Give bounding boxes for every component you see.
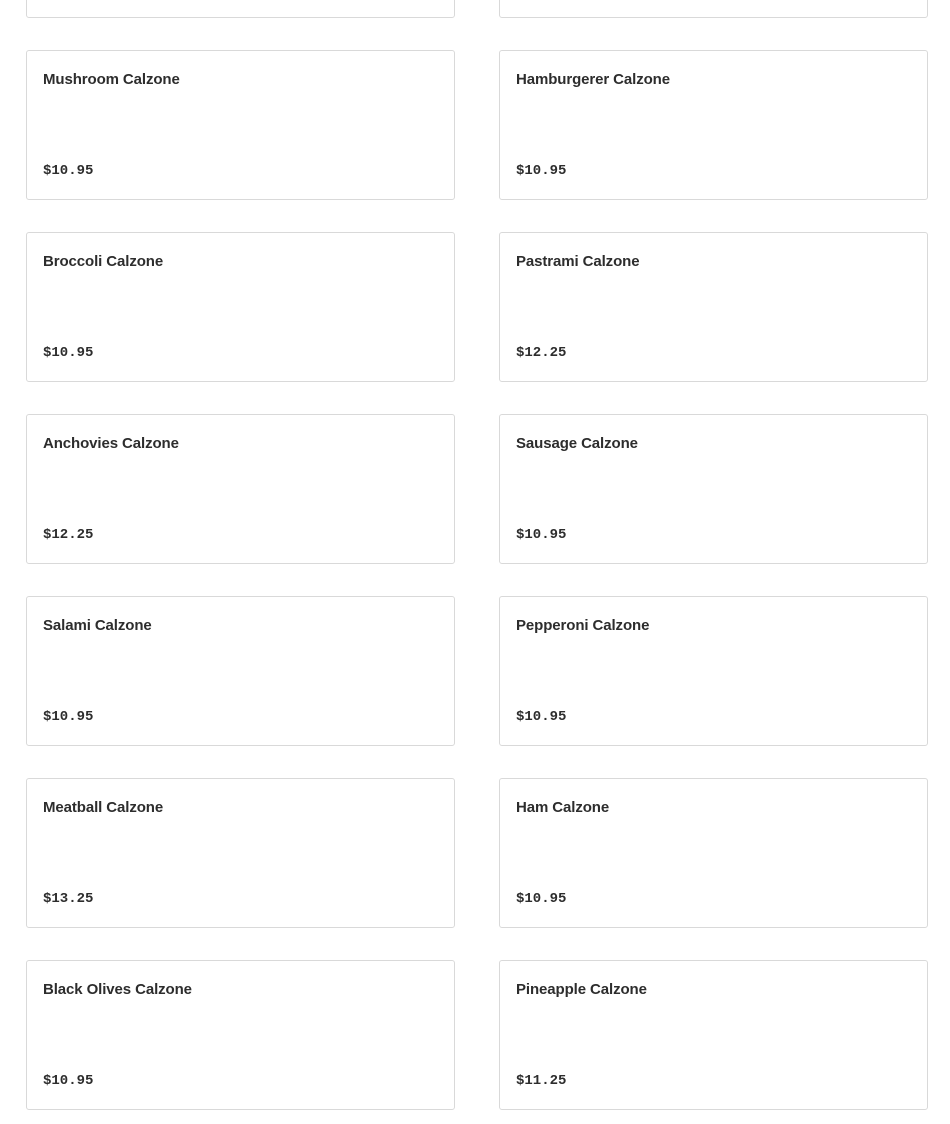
menu-item-card[interactable] bbox=[26, 414, 455, 564]
menu-item-price: $11.25 bbox=[516, 1073, 567, 1089]
menu-item-price: $12.25 bbox=[43, 527, 94, 543]
menu-item-name: Black Olives Calzone bbox=[43, 981, 192, 998]
menu-item-name: Broccoli Calzone bbox=[43, 253, 164, 270]
menu-item-price: $13.25 bbox=[43, 891, 94, 907]
menu-item-card[interactable] bbox=[499, 232, 928, 382]
menu-item-card[interactable] bbox=[26, 778, 455, 928]
menu-item-card[interactable] bbox=[499, 960, 928, 1110]
menu-item-name: Salami Calzone bbox=[43, 617, 152, 634]
menu-item-price: $10.95 bbox=[516, 709, 567, 725]
menu-item-name: Meatball Calzone bbox=[43, 799, 164, 816]
menu-item-card[interactable] bbox=[26, 0, 455, 18]
menu-item-card[interactable] bbox=[499, 50, 928, 200]
menu-item-card[interactable] bbox=[499, 778, 928, 928]
menu-item-price: $10.95 bbox=[516, 163, 567, 179]
menu-item-card[interactable] bbox=[26, 50, 455, 200]
menu-item-card[interactable] bbox=[26, 596, 455, 746]
menu-item-card[interactable] bbox=[26, 232, 455, 382]
menu-item-name: Pepperoni Calzone bbox=[516, 617, 650, 634]
menu-item-name: Anchovies Calzone bbox=[43, 435, 179, 452]
menu-items-grid bbox=[26, 0, 928, 1110]
menu-item-price: $10.95 bbox=[516, 527, 567, 543]
menu-item-card[interactable] bbox=[26, 960, 455, 1110]
menu-item-name: Pastrami Calzone bbox=[516, 253, 640, 270]
menu-item-card[interactable] bbox=[499, 0, 928, 18]
menu-item-card[interactable] bbox=[499, 414, 928, 564]
menu-item-price: $12.25 bbox=[516, 345, 567, 361]
menu-item-name: Pineapple Calzone bbox=[516, 981, 647, 998]
menu-item-card[interactable] bbox=[499, 596, 928, 746]
menu-item-name: Hamburgerer Calzone bbox=[516, 71, 670, 88]
menu-item-price: $10.95 bbox=[43, 1073, 94, 1089]
menu-item-price: $10.95 bbox=[43, 345, 94, 361]
menu-item-name: Sausage Calzone bbox=[516, 435, 638, 452]
menu-item-price: $10.95 bbox=[43, 163, 94, 179]
menu-item-price: $10.95 bbox=[516, 891, 567, 907]
menu-item-price: $10.95 bbox=[43, 709, 94, 725]
menu-item-name: Ham Calzone bbox=[516, 799, 610, 816]
menu-item-name: Mushroom Calzone bbox=[43, 71, 180, 88]
